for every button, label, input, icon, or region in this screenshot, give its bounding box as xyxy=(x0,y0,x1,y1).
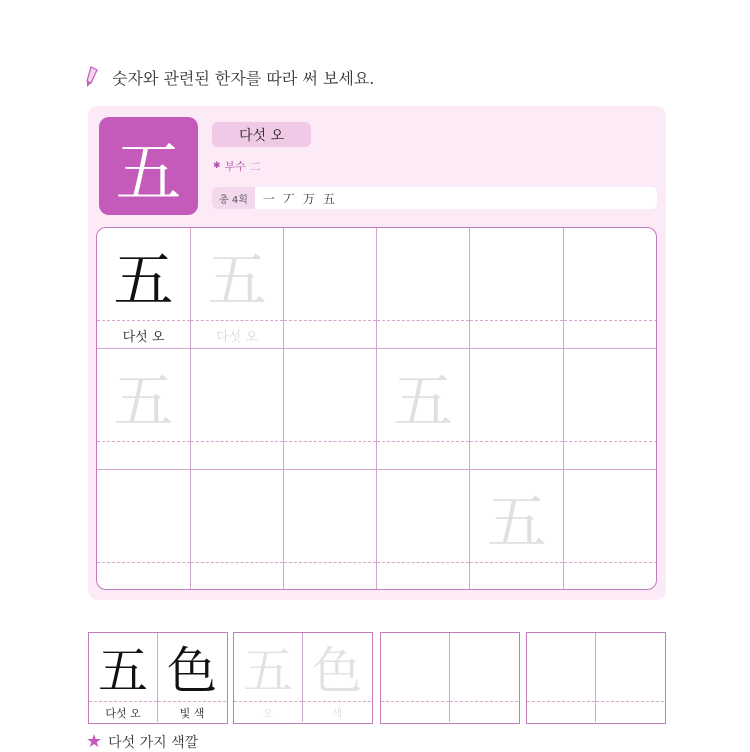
word-practice-cell[interactable] xyxy=(303,633,371,722)
guide-line xyxy=(284,320,376,321)
guide-line xyxy=(97,441,190,442)
practice-cell[interactable] xyxy=(564,349,657,470)
model-character: 色 xyxy=(167,642,217,700)
practice-cell[interactable] xyxy=(470,228,564,349)
trace-character: 五 xyxy=(113,367,174,437)
stroke-step: 万 xyxy=(302,191,315,206)
trace-character: 五 xyxy=(243,642,293,700)
pencil-icon xyxy=(86,66,104,88)
cell-label: 다섯 오 xyxy=(105,707,141,720)
radical-character: 二 xyxy=(249,160,261,173)
stroke-step: 一 xyxy=(262,191,275,206)
practice-cell[interactable] xyxy=(470,470,564,589)
trace-character: 色 xyxy=(312,642,362,700)
word-practice-cell[interactable] xyxy=(158,633,226,722)
practice-cell[interactable] xyxy=(470,349,564,470)
practice-cell[interactable] xyxy=(97,228,191,349)
word-practice-cell[interactable] xyxy=(527,633,596,722)
guide-line xyxy=(284,441,376,442)
word-practice-group xyxy=(88,632,228,724)
guide-line xyxy=(450,701,518,702)
stroke-order-bar xyxy=(212,187,657,209)
trace-character: 五 xyxy=(207,246,267,316)
word-practice-cell[interactable] xyxy=(234,633,303,722)
practice-cell[interactable] xyxy=(284,228,377,349)
word-practice-group xyxy=(526,632,666,724)
word-meaning: 다섯 가지 색깔 xyxy=(108,735,199,751)
guide-line xyxy=(97,562,190,563)
guide-line xyxy=(381,701,449,702)
practice-cell[interactable] xyxy=(191,228,284,349)
practice-cell[interactable] xyxy=(97,470,191,589)
guide-line xyxy=(596,701,664,702)
cell-label: 오 xyxy=(262,707,274,720)
stroke-step: 五 xyxy=(322,191,335,206)
guide-line xyxy=(470,441,563,442)
guide-line xyxy=(564,441,657,442)
word-practice-group xyxy=(380,632,520,724)
guide-line xyxy=(377,562,469,563)
radical-label: 부수 xyxy=(224,160,246,173)
asterisk-icon: ✱ xyxy=(213,161,221,171)
word-practice-cell[interactable] xyxy=(450,633,518,722)
model-character: 五 xyxy=(113,246,174,316)
practice-cell[interactable] xyxy=(564,228,657,349)
stroke-step: 丆 xyxy=(282,191,295,206)
guide-line xyxy=(470,562,563,563)
practice-cell[interactable] xyxy=(97,349,191,470)
word-practice-cell[interactable] xyxy=(89,633,158,722)
practice-cell[interactable] xyxy=(564,470,657,589)
star-icon: ★ xyxy=(86,731,103,752)
cell-label: 빛 색 xyxy=(179,707,205,720)
practice-cell[interactable] xyxy=(377,349,470,470)
word-practice-cell[interactable] xyxy=(596,633,664,722)
stroke-sequence xyxy=(255,190,335,207)
word-practice-cell[interactable] xyxy=(381,633,450,722)
guide-line xyxy=(377,320,469,321)
word-meaning-row xyxy=(86,732,198,752)
guide-line xyxy=(564,562,657,563)
practice-cell[interactable] xyxy=(191,470,284,589)
guide-line xyxy=(284,562,376,563)
instruction-text: 숫자와 관련된 한자를 따라 써 보세요. xyxy=(112,68,375,88)
guide-line xyxy=(377,441,469,442)
model-character: 五 xyxy=(98,642,148,700)
trace-character: 五 xyxy=(393,367,453,437)
practice-cell[interactable] xyxy=(284,470,377,589)
guide-line xyxy=(191,441,283,442)
practice-cell[interactable] xyxy=(284,349,377,470)
main-character: 五 xyxy=(99,117,198,215)
guide-line xyxy=(470,320,563,321)
practice-cell[interactable] xyxy=(191,349,284,470)
cell-label: 다섯 오 xyxy=(216,330,258,345)
guide-line xyxy=(191,320,283,321)
cell-label: 색 xyxy=(331,707,343,720)
word-practice-group xyxy=(233,632,373,724)
character-meaning: 다섯 오 xyxy=(212,122,311,147)
guide-line xyxy=(191,562,283,563)
practice-grid xyxy=(96,227,657,590)
trace-character: 五 xyxy=(486,488,547,558)
cell-label: 다섯 오 xyxy=(122,330,165,345)
guide-line xyxy=(527,701,595,702)
stroke-count: 총 4획 xyxy=(212,187,255,209)
instruction-row xyxy=(86,64,374,90)
guide-line xyxy=(564,320,657,321)
practice-cell[interactable] xyxy=(377,228,470,349)
guide-line xyxy=(97,320,190,321)
practice-cell[interactable] xyxy=(377,470,470,589)
radical-info xyxy=(213,158,261,174)
